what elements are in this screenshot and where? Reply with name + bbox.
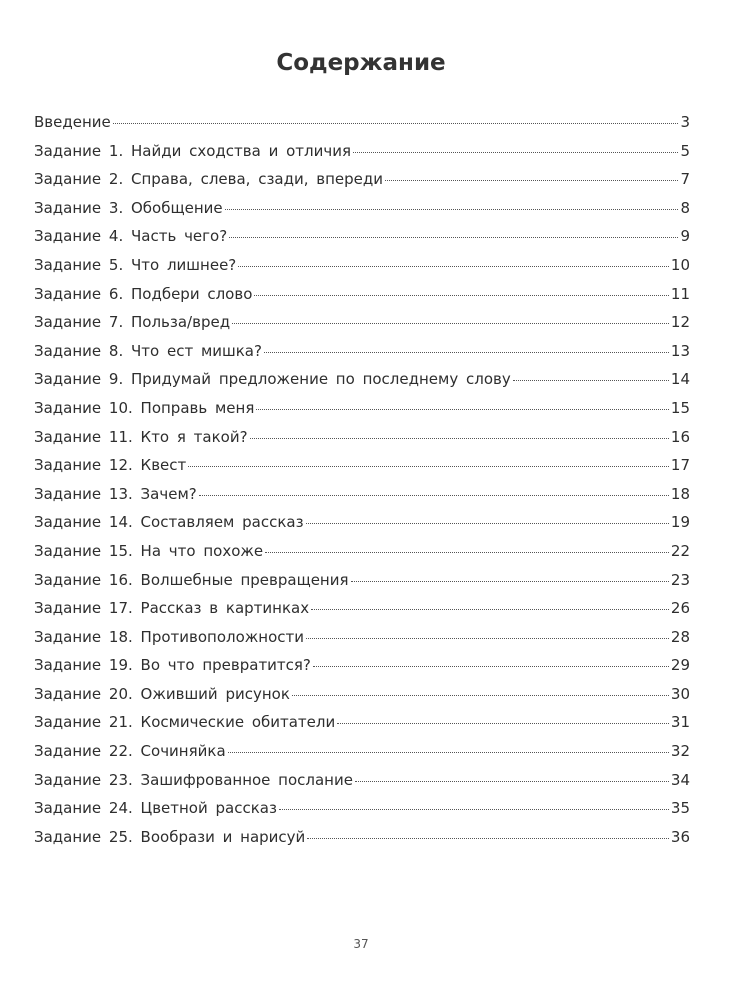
toc-entry [34, 656, 690, 685]
toc-entry-label: Задание 3. Обобщение [34, 198, 223, 217]
toc-entry-page: 19 [670, 513, 690, 532]
dot-leader [385, 180, 678, 181]
dot-leader [229, 237, 678, 238]
toc-entry-label: Задание 8. Что ест мишка? [34, 341, 262, 360]
dot-leader [228, 752, 669, 753]
dot-leader [307, 838, 669, 839]
toc-entry [34, 170, 690, 199]
toc-entry-label: Задание 16. Волшебные превращения [34, 570, 349, 589]
toc-entry-label: Задание 11. Кто я такой? [34, 427, 248, 446]
toc-entry [34, 513, 690, 542]
toc-entry-label: Задание 12. Квест [34, 456, 187, 475]
toc-entry-label: Задание 19. Во что превратится? [34, 656, 311, 675]
toc-entry-page: 22 [670, 541, 690, 560]
toc-entry [34, 285, 690, 314]
toc-entry-page: 32 [670, 742, 690, 761]
toc-entry-label: Задание 1. Найди сходства и отличия [34, 141, 351, 160]
toc-entry [34, 542, 690, 571]
dot-leader [188, 466, 669, 467]
toc-entry [34, 628, 690, 657]
toc-entry-label: Задание 7. Польза/вред [34, 313, 231, 332]
toc-entry-page: 34 [670, 770, 690, 789]
dot-leader [254, 295, 669, 296]
toc-entry [34, 456, 690, 485]
toc-entry-page: 15 [670, 398, 690, 417]
toc-entry-label: Задание 9. Придумай предложение по последнему слову [34, 370, 511, 389]
toc-entry-label: Задание 4. Часть чего? [34, 227, 228, 246]
toc-entry-page: 35 [670, 799, 690, 818]
toc-entry [34, 199, 690, 228]
dot-leader [313, 666, 669, 667]
dot-leader [225, 209, 679, 210]
toc-entry [34, 227, 690, 256]
table-of-contents [34, 113, 690, 856]
toc-entry-page: 31 [670, 713, 690, 732]
toc-entry-page: 12 [670, 313, 690, 332]
toc-entry-page: 8 [680, 198, 690, 217]
toc-entry [34, 799, 690, 828]
toc-entry [34, 771, 690, 800]
dot-leader [238, 266, 669, 267]
toc-entry-label: Задание 10. Поправь меня [34, 398, 255, 417]
toc-entry-label: Задание 18. Противоположности [34, 627, 305, 646]
toc-entry [34, 313, 690, 342]
toc-entry-page: 30 [670, 684, 690, 703]
toc-entry [34, 742, 690, 771]
toc-entry [34, 685, 690, 714]
dot-leader [292, 695, 669, 696]
toc-entry [34, 485, 690, 514]
toc-entry-page: 14 [670, 370, 690, 389]
dot-leader [113, 123, 679, 124]
dot-leader [306, 638, 669, 639]
toc-entry-page: 29 [670, 656, 690, 675]
toc-entry-page: 28 [670, 627, 690, 646]
toc-entry-page: 7 [680, 170, 690, 189]
toc-entry-page: 23 [670, 570, 690, 589]
toc-entry-label: Задание 22. Сочиняйка [34, 742, 226, 761]
dot-leader [256, 409, 669, 410]
toc-entry [34, 713, 690, 742]
toc-entry-page: 5 [680, 141, 690, 160]
toc-entry-page: 16 [670, 427, 690, 446]
toc-entry-page: 3 [680, 113, 690, 131]
dot-leader [232, 323, 669, 324]
toc-entry [34, 142, 690, 171]
toc-entry [34, 599, 690, 628]
toc-entry-label: Задание 24. Цветной рассказ [34, 799, 277, 818]
toc-entry-label: Задание 23. Зашифрованное послание [34, 770, 353, 789]
page-number: 37 [353, 937, 369, 951]
dot-leader [250, 438, 669, 439]
dot-leader [265, 552, 669, 553]
toc-entry [34, 828, 690, 857]
dot-leader [264, 352, 669, 353]
toc-entry-label: Задание 13. Зачем? [34, 484, 197, 503]
toc-entry [34, 399, 690, 428]
toc-entry [34, 256, 690, 285]
toc-entry-label: Задание 20. Оживший рисунок [34, 684, 290, 703]
toc-entry [34, 571, 690, 600]
toc-entry-label: Введение [34, 113, 111, 131]
toc-entry-page: 18 [670, 484, 690, 503]
dot-leader [351, 581, 669, 582]
toc-entry [34, 428, 690, 457]
dot-leader [513, 380, 669, 381]
toc-entry-page: 9 [680, 227, 690, 246]
page-title: Содержание [276, 50, 446, 76]
dot-leader [353, 152, 678, 153]
toc-entry-label: Задание 14. Составляем рассказ [34, 513, 304, 532]
toc-entry [34, 342, 690, 371]
toc-entry-page: 11 [670, 284, 690, 303]
toc-entry-page: 17 [670, 456, 690, 475]
toc-entry-page: 36 [670, 827, 690, 846]
toc-entry-label: Задание 17. Рассказ в картинках [34, 599, 310, 618]
dot-leader [311, 609, 669, 610]
dot-leader [306, 523, 669, 524]
toc-entry-label: Задание 6. Подбери слово [34, 284, 253, 303]
toc-entry-page: 10 [670, 255, 690, 274]
toc-entry-page: 26 [670, 599, 690, 618]
dot-leader [355, 781, 669, 782]
toc-entry [34, 370, 690, 399]
toc-entry-label: Задание 21. Космические обитатели [34, 713, 336, 732]
dot-leader [337, 723, 669, 724]
toc-entry [34, 113, 690, 142]
dot-leader [279, 809, 669, 810]
toc-entry-label: Задание 5. Что лишнее? [34, 255, 237, 274]
dot-leader [199, 495, 669, 496]
toc-entry-label: Задание 25. Вообрази и нарисуй [34, 827, 306, 846]
toc-entry-page: 13 [670, 341, 690, 360]
toc-entry-label: Задание 2. Справа, слева, сзади, впереди [34, 170, 384, 189]
toc-entry-label: Задание 15. На что похоже [34, 541, 264, 560]
